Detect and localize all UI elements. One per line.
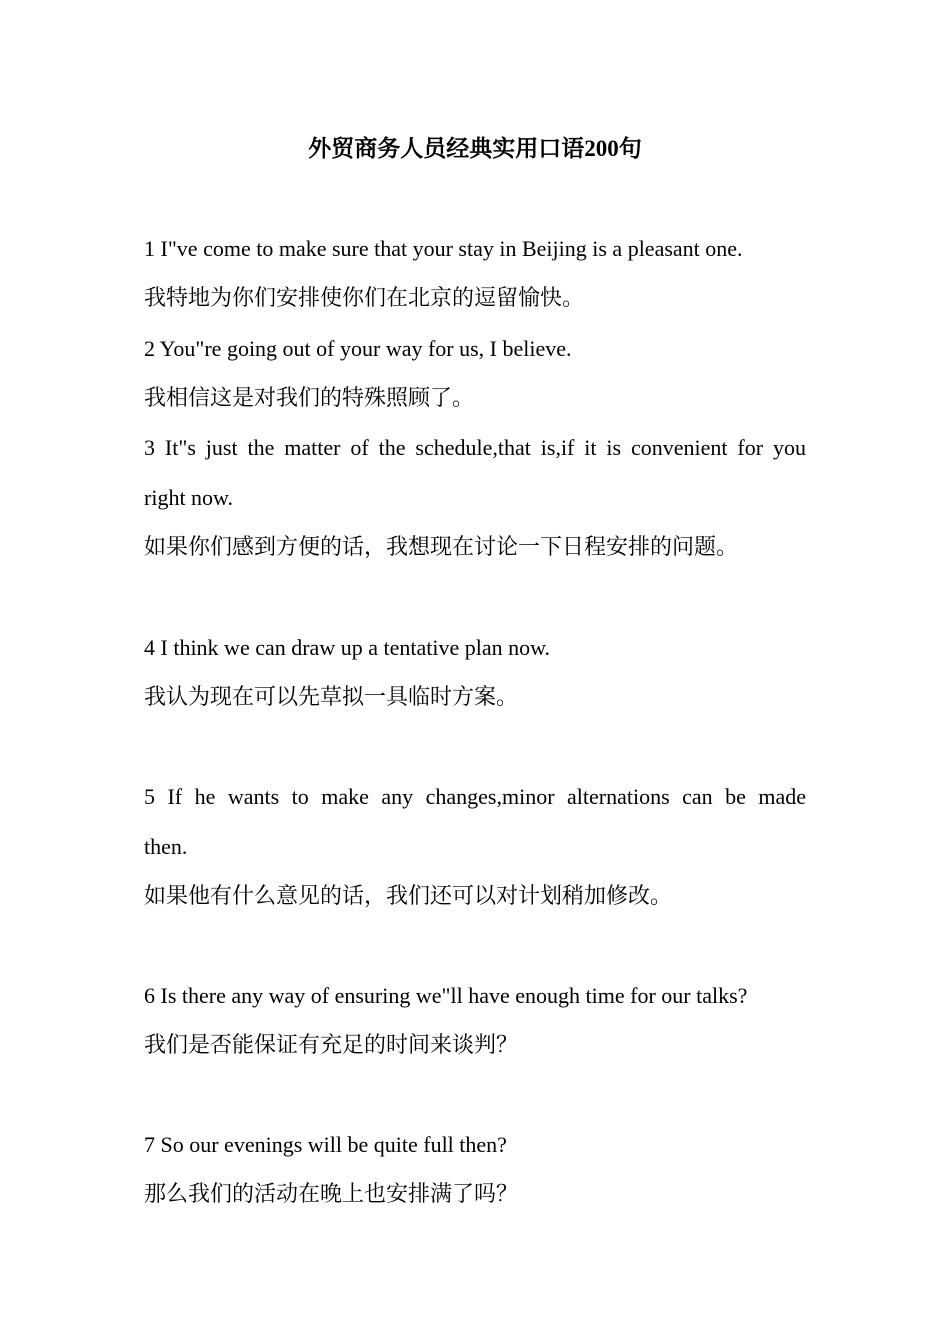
sentence-3-english-line-1: 3 It"s just the matter of the schedule,that is,if it is convenient for you — [144, 435, 806, 460]
sentence-1-chinese: 我特地为你们安排使你们在北京的逗留愉快。 — [144, 286, 585, 311]
sentence-2-english: 2 You"re going out of your way for us, I believe. — [144, 336, 572, 361]
sentence-7-chinese: 那么我们的活动在晚上也安排满了吗？ — [144, 1182, 519, 1207]
sentence-6-chinese: 我们是否能保证有充足的时间来谈判？ — [144, 1033, 519, 1058]
sentence-3-chinese: 如果你们感到方便的话，我想现在讨论一下日程安排的问题。 — [144, 535, 739, 560]
sentence-5-english-line-1: 5 If he wants to make any changes,minor alternations can be made — [144, 784, 806, 809]
sentence-1-english: 1 I"ve come to make sure that your stay in Beijing is a pleasant one. — [144, 236, 743, 261]
sentence-7-english: 7 So our evenings will be quite full then? — [144, 1132, 507, 1157]
sentence-5-english-line-2: then. — [144, 834, 188, 859]
sentence-4-chinese: 我认为现在可以先草拟一具临时方案。 — [144, 685, 519, 710]
sentence-5-chinese: 如果他有什么意见的话，我们还可以对计划稍加修改。 — [144, 884, 673, 909]
sentence-4-english: 4 I think we can draw up a tentative plan now. — [144, 635, 551, 660]
sentence-2-chinese: 我相信这是对我们的特殊照顾了。 — [144, 386, 475, 411]
document-title: 外贸商务人员经典实用口语200句 — [308, 136, 642, 161]
sentence-6-english: 6 Is there any way of ensuring we"ll have enough time for our talks? — [144, 983, 748, 1008]
sentence-3-english-line-2: right now. — [144, 485, 234, 510]
